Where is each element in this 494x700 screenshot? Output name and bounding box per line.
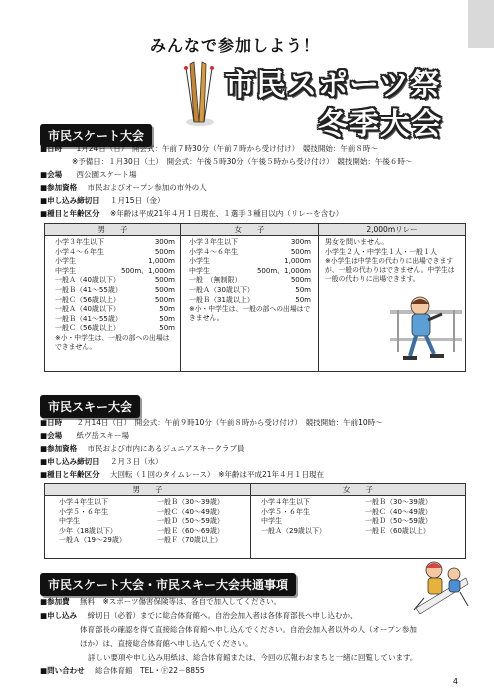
skate-venue-label: ■会場: [40, 170, 63, 179]
table-row: 一般Ｂ（41～55歳） 500m: [55, 285, 175, 294]
page-number: 4: [452, 677, 458, 686]
skate-events-row: [40, 209, 343, 219]
relay-note: ※小学生は中学生の代わりに出場できますが、一般の代わりはできません。中学生は一般の代わりに出場できます。: [325, 257, 455, 284]
common-heading: 市民スケート大会・市民スキー大会共通事項: [40, 573, 296, 596]
list-item: 一般Ｃ（40～49歳）: [157, 507, 224, 516]
ski-events-text: 大回転（１回のタイムレース） ※年齢は平成21年４月１日現在: [109, 470, 325, 479]
list-item: 小学５・６年生: [261, 507, 310, 516]
ski-date-row: [40, 418, 383, 428]
list-item: 一般Ｄ（50～59歳）: [157, 517, 224, 526]
skate-relay-cell: [325, 238, 461, 284]
skate-deadline-row: [40, 196, 165, 206]
ski-col-women: 女 子: [251, 484, 465, 496]
table-row: 一般Ａ（30歳以下） 50m: [189, 285, 311, 294]
contact-row: [40, 666, 205, 676]
list-item: 少年（18歳以下）: [59, 526, 117, 535]
apply-text-4: 詳しい要項や申し込み用紙は、総合体育館または、今回の広報わおまちと一緒に回覧しています。: [88, 653, 418, 662]
ski-men-left: [59, 498, 149, 546]
skate-venue-row: [40, 170, 136, 180]
skate-qual-text: 市民およびオープン参加の市外の人: [87, 183, 207, 192]
list-item: 一般Ｂ（30～39歳）: [157, 498, 224, 506]
skate-heading: 市民スケート大会: [40, 124, 152, 147]
ski-qual-label: ■参加資格: [40, 444, 78, 453]
skate-men-list: [55, 238, 175, 352]
skate-col-men: 男 子: [45, 224, 180, 236]
title-line-1: 市民スポーツ祭: [225, 68, 441, 103]
table-row: 小学３年生以下 300m: [189, 238, 311, 246]
ski-women-right: [365, 498, 461, 536]
skate-events-text: ※年齢は平成21年４月１日現在、１選手３種目以内（リレーを含む）: [109, 209, 344, 218]
ski-events-label: ■種目と年齢区分: [40, 470, 100, 479]
list-item: 一般Ｃ（40～49歳）: [365, 507, 432, 516]
ski-qual-text: 市民および市内にあるジュニアスキークラブ員: [87, 444, 245, 453]
list-item: 小学４年生以下: [261, 498, 310, 506]
skiing-kids-illustration: [410, 548, 472, 618]
skate-reserve-text: ※予備日：１月30日（土） 開会式：午後５時30分（午後５時から受け付け） 競技開始：午後６時～: [72, 157, 413, 166]
ski-date-label: ■日時: [40, 418, 63, 427]
ski-venue-text: 紙ヴ岳スキー場: [76, 431, 129, 440]
table-row: 一般Ｂ（31歳以上） 50m: [189, 295, 311, 304]
skate-qual-label: ■参加資格: [40, 183, 78, 192]
table-row: 中学生 500m、1,000m: [55, 266, 175, 275]
skate-table: [44, 223, 466, 372]
ski-stand-illustration: [182, 58, 218, 128]
table-row: 一般 （無制限） 500m: [189, 276, 311, 285]
ski-men-right: [157, 498, 247, 546]
table-row: 小学生 1,000m: [189, 257, 311, 266]
catch-copy: みんなで参加しよう！: [150, 36, 321, 55]
list-item: 一般Ａ（19～29歳）: [59, 536, 126, 545]
list-item: 一般Ｆ（70歳以上）: [157, 536, 222, 545]
skate-col-women: 女 子: [181, 224, 318, 236]
fee-text: 無料 ※スポーツ傷害保険等は、各自で加入してください。: [79, 597, 281, 606]
fee-label: ■参加費: [40, 597, 70, 606]
skate-women-note: ※小・中学生は、一般の部への出場はできません。: [189, 305, 311, 323]
corner-tab: [468, 0, 494, 48]
skate-deadline-text: １月15日（金）: [109, 196, 165, 205]
ski-qual-row: [40, 444, 245, 454]
ski-women-left: [261, 498, 351, 536]
contact-label: ■問い合わせ: [40, 666, 85, 675]
skate-qual-row: [40, 183, 207, 193]
list-item: 一般Ｅ（60歳以上）: [365, 526, 430, 535]
skate-venue-text: 西公園スケート場: [76, 170, 137, 179]
skate-events-label: ■種目と年齢区分: [40, 209, 100, 218]
apply-text-2: 体育部長の確認を得て直接総合体育館へ申し込んでください。自治会加入者以外の人（オープン参加: [80, 625, 417, 634]
table-row: 一般Ｃ（56歳以上） 50m: [55, 324, 175, 333]
skate-men-note: ※小・中学生は、一般の部への出場はできません。: [55, 333, 170, 351]
skate-women-list: [189, 238, 311, 323]
table-row: 一般Ａ（40歳以下） 50m: [55, 305, 175, 314]
apply-text-1: 締切日（必着）までに総合体育館へ。自治会加入者は各体育部長へ申し込むか、: [87, 611, 358, 620]
ski-deadline-label: ■申し込み締切日: [40, 457, 100, 466]
ski-col-men: 男 子: [45, 484, 250, 496]
skate-col-relay: 2,000mリレー: [319, 224, 465, 236]
relay-line-2: 小学生２人・中学生１人・一般１人: [325, 247, 437, 256]
ski-deadline-text: ２月３日（水）: [109, 457, 163, 466]
list-item: 中学生: [261, 517, 282, 526]
skate-date-row: [40, 144, 378, 154]
list-item: 小学５・６年生: [59, 507, 108, 516]
contact-text: 総合体育館 TEL・Ⓕ22－8855: [94, 666, 205, 675]
table-row: 一般Ａ（40歳以下） 500m: [55, 276, 175, 285]
ski-heading: 市民スキー大会: [40, 395, 140, 418]
ski-venue-row: [40, 431, 129, 441]
table-row: 小学３年生以下 300m: [55, 238, 175, 246]
skate-date-label: ■日時: [40, 144, 63, 153]
skate-deadline-label: ■申し込み締切日: [40, 196, 100, 205]
list-item: 一般Ｅ（60～69歳）: [157, 526, 224, 535]
relay-line-1: 男女を問いません。: [325, 238, 389, 246]
fee-row: [40, 597, 281, 607]
ski-table: [44, 483, 466, 559]
list-item: 一般Ａ（29歳以下）: [261, 526, 326, 535]
table-row: 小学４～６年生 500m: [189, 247, 311, 256]
skate-date-text: 1月24日（日） 開会式：午前７時30分（午前７時から受け付け） 競技開始：午前８時～: [76, 144, 378, 153]
apply-text-3: ほか）は、直接総合体育館へ申し込んでください。: [80, 639, 253, 648]
table-row: 小学４～６年生 500m: [55, 247, 175, 256]
apply-label: ■申し込み: [40, 611, 78, 620]
ski-events-row: [40, 470, 324, 480]
list-item: 中学生: [59, 517, 80, 526]
ski-deadline-row: [40, 457, 162, 467]
table-row: 一般Ｃ（56歳以上） 500m: [55, 295, 175, 304]
ski-date-text: ２月14日（日） 開会式：午前９時10分（午前８時から受け付け） 競技開始：午前10時～: [76, 418, 383, 427]
list-item: 小学４年生以下: [59, 498, 108, 506]
table-row: 一般Ｂ（41～55歳） 50m: [55, 314, 175, 323]
table-row: 中学生 500m、1,000m: [189, 266, 311, 275]
skater-illustration: [390, 292, 462, 368]
ski-venue-label: ■会場: [40, 431, 63, 440]
apply-row: [40, 611, 357, 621]
list-item: 一般Ｄ（50～59歳）: [365, 517, 432, 526]
title-line-2: 冬季大会: [318, 107, 442, 142]
list-item: 一般Ｂ（30～39歳）: [365, 498, 432, 506]
table-row: 小学生 1,000m: [55, 257, 175, 266]
